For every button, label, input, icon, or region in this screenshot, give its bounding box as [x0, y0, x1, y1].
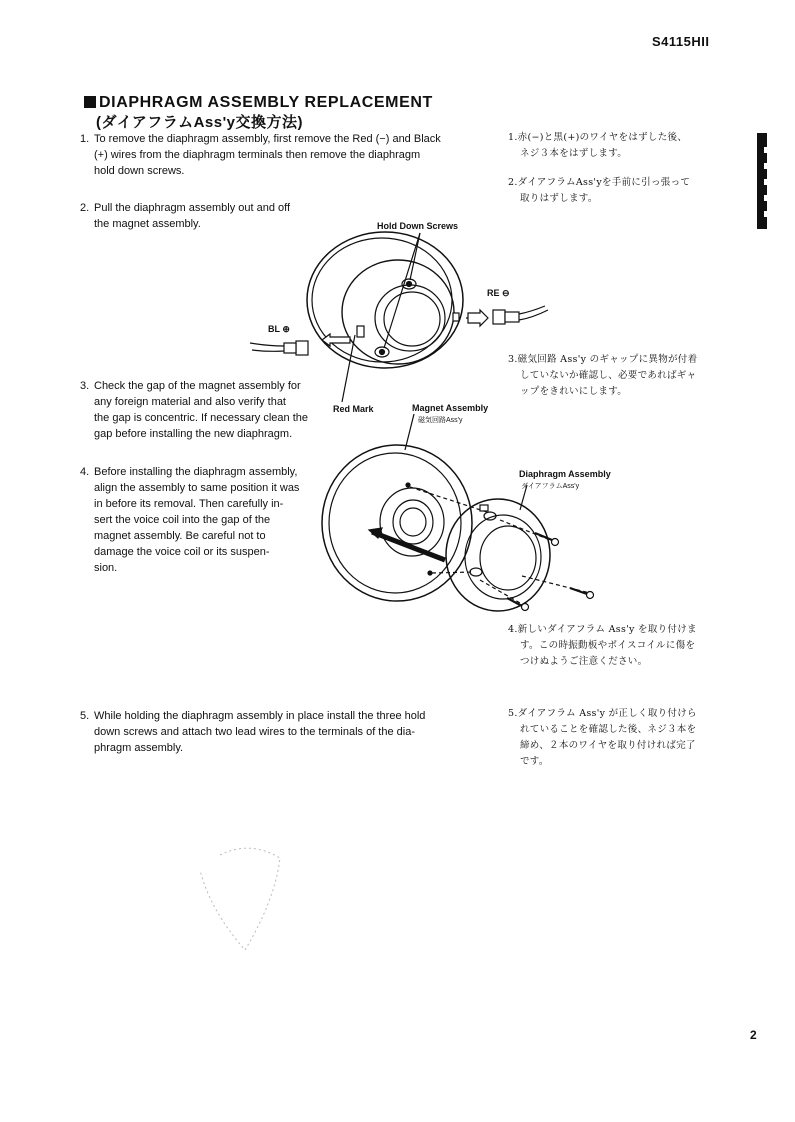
- figure-exploded-view: [322, 414, 594, 611]
- label-red-mark: Red Mark: [333, 404, 374, 414]
- label-magnet-assembly-jp: 磁気回路Ass'y: [418, 417, 463, 424]
- step-1-en: 1. To remove the diaphragm assembly, first remove the Red (−) and Black (+) wires from the diaphragm terminals then remove the diaphragm hold down screws.: [80, 133, 441, 177]
- step-4-jp: 4.新しいダイアフラム Ass'y を取り付けま す。この時振動板やボイスコイルに傷を つけぬようご注意ください。: [508, 624, 697, 667]
- figure-driver-removal: [250, 232, 548, 402]
- step-3-jp: 3.磁気回路 Ass'y のギャップに異物が付着 していないか確認し、必要であればギャ ップをきれいにします。: [508, 354, 698, 397]
- step-5-jp: 5.ダイアフラム Ass'y が正しく取り付けら れていることを確認した後、ネジ３本を 締め、２本のワイヤを取り付ければ完了 です。: [508, 708, 697, 767]
- section-subtitle: (ダイアフラムAss'y交換方法): [96, 114, 304, 131]
- page-number: 2: [750, 1028, 757, 1042]
- step-5-en: 5. While holding the diaphragm assembly in place install the three hold down screws and attach two lead wires to the terminals of the dia- phragm assembly.: [80, 710, 426, 754]
- label-bl-terminal: BL ⊕: [268, 324, 290, 334]
- model-number: S4115HII: [652, 34, 710, 49]
- label-hold-down-screws: Hold Down Screws: [377, 221, 459, 231]
- label-magnet-assembly: Magnet Assembly: [412, 403, 489, 413]
- step-3-en: 3. Check the gap of the magnet assembly for any foreign material and also verify that the gap is concentric. If necessary clean the gap before installing the new diaphragm.: [80, 380, 309, 440]
- step-2-jp: 2.ダイアフラムAss'yを手前に引っ張って 取りはずします。: [508, 177, 691, 204]
- label-diaphragm-assembly: Diaphragm Assembly: [519, 469, 611, 479]
- label-re-terminal: RE ⊖: [487, 288, 510, 298]
- section-title-text: DIAPHRAGM ASSEMBLY REPLACEMENT: [99, 94, 433, 111]
- step-4-en: 4. Before installing the diaphragm assembly, align the assembly to same position it was in before its removal. Then carefully in- sert the voice coil into the gap of the magnet assembly. Be careful not to damage the voice coil or its suspen- sion.: [80, 466, 300, 574]
- scan-smudge: [200, 848, 280, 950]
- step-2-en: 2. Pull the diaphragm assembly out and off the magnet assembly.: [80, 202, 291, 230]
- step-1-jp: 1.赤(−)と黒(+)のワイヤをはずした後、 ネジ３本をはずします。: [508, 132, 688, 159]
- label-diaphragm-assembly-jp: ダイアフラムAss'y: [521, 483, 580, 490]
